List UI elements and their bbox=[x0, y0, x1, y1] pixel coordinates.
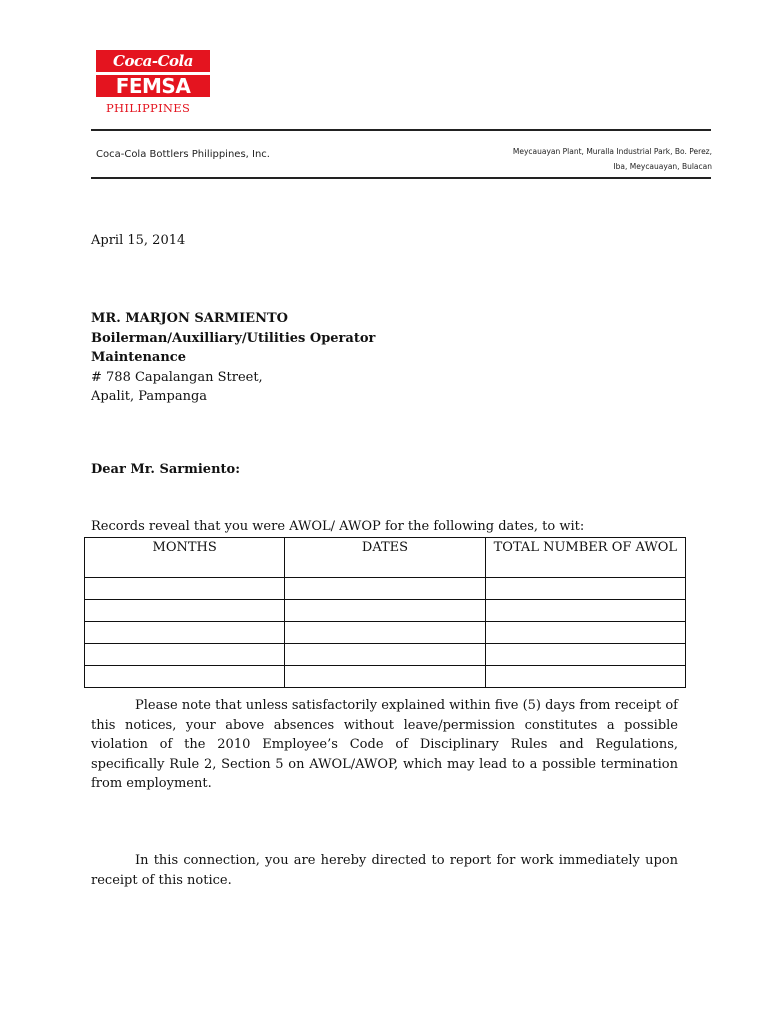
table-row bbox=[85, 666, 686, 688]
femsa-logo-wordmark: FEMSA bbox=[96, 75, 210, 97]
letter-date: April 15, 2014 bbox=[91, 233, 186, 248]
table-cell bbox=[85, 622, 285, 644]
company-address bbox=[513, 144, 712, 174]
notice-paragraph: Please note that unless satisfactorily explained within five (5) days from receipt of this notices, your above absences without leave/permission constitutes a possible violation of the 2010 Employee’s Code of Disciplinary Rules and Regulations, specifically Rule 2, Section 5 on AWOL/AWOP, which may lead to a possible termination from employment. bbox=[91, 698, 678, 791]
awol-table bbox=[84, 537, 686, 688]
address-line-2: Iba, Meycauayan, Bulacan bbox=[613, 162, 712, 171]
table-row bbox=[85, 600, 686, 622]
header-total-awol: TOTAL NUMBER OF AWOL bbox=[485, 538, 685, 578]
table-cell bbox=[485, 666, 685, 688]
table-cell bbox=[85, 666, 285, 688]
table-cell bbox=[285, 666, 485, 688]
table-cell bbox=[485, 644, 685, 666]
table-row bbox=[85, 644, 686, 666]
company-name: Coca-Cola Bottlers Philippines, Inc. bbox=[96, 149, 270, 160]
header-dates: DATES bbox=[285, 538, 485, 578]
table-cell bbox=[485, 622, 685, 644]
table-cell bbox=[85, 578, 285, 600]
recipient-city: Apalit, Pampanga bbox=[91, 389, 208, 404]
table-cell bbox=[285, 578, 485, 600]
coca-cola-logo-wordmark: Coca-Cola bbox=[96, 50, 210, 72]
directive-paragraph: In this connection, you are hereby directed to report for work immediately upon receipt of this notice. bbox=[91, 853, 678, 888]
intro-sentence: Records reveal that you were AWOL/ AWOP for the following dates, to wit: bbox=[91, 519, 585, 534]
recipient-block bbox=[91, 309, 375, 407]
table-row bbox=[85, 578, 686, 600]
table-cell bbox=[85, 644, 285, 666]
table-cell bbox=[285, 644, 485, 666]
company-logo bbox=[96, 50, 210, 115]
recipient-department: Maintenance bbox=[91, 350, 186, 365]
salutation: Dear Mr. Sarmiento: bbox=[91, 462, 240, 477]
recipient-street: # 788 Capalangan Street, bbox=[91, 369, 263, 385]
table-cell bbox=[485, 600, 685, 622]
table-cell bbox=[285, 600, 485, 622]
awol-table-header-row bbox=[85, 538, 686, 578]
header-divider-top bbox=[91, 129, 711, 131]
table-cell bbox=[85, 600, 285, 622]
recipient-name: MR. MARJON SARMIENTO bbox=[91, 311, 288, 326]
recipient-position: Boilerman/Auxilliary/Utilities Operator bbox=[91, 330, 376, 346]
logo-country-label: PHILIPPINES bbox=[106, 101, 191, 115]
header-months: MONTHS bbox=[85, 538, 285, 578]
table-row bbox=[85, 622, 686, 644]
header-divider-bottom bbox=[91, 177, 711, 179]
address-line-1: Meycauayan Plant, Muralla Industrial Park, Bo. Perez, bbox=[512, 147, 712, 156]
table-cell bbox=[485, 578, 685, 600]
table-cell bbox=[285, 622, 485, 644]
